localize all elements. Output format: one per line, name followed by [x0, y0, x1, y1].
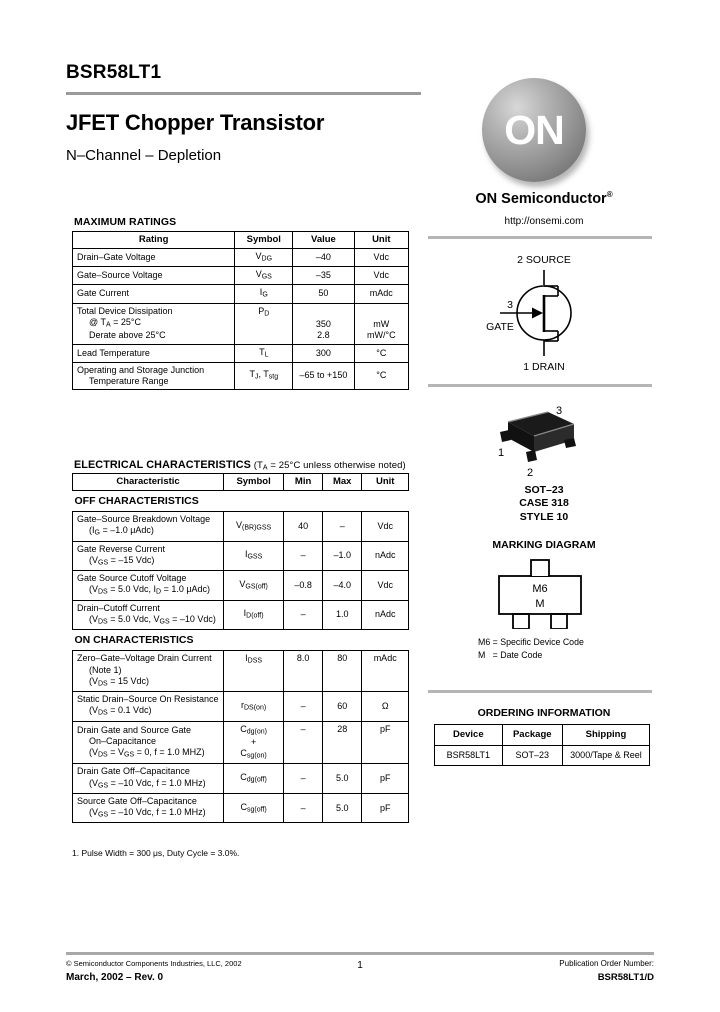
footer-divider — [66, 952, 654, 955]
value-max: 60 — [323, 692, 362, 722]
rating-symbol — [235, 362, 293, 390]
symbol-subscript: L — [264, 351, 269, 359]
char-condition: ($V_{DS} = 5.0$ Vdc, $I_D = 1.0$ μAdc) — [89, 584, 211, 596]
page-number: 1 — [357, 960, 363, 971]
characteristic-symbol: $I_{DSS}$ — [224, 651, 284, 692]
char-line-1: Gate Reverse Current — [77, 543, 166, 554]
value-unit: nAdc — [362, 541, 409, 571]
drain-pin-label: 1 DRAIN — [523, 361, 565, 373]
value-min: – — [284, 793, 323, 823]
rating-line-1: Operating and Storage Junction — [77, 364, 205, 375]
characteristic-label — [73, 721, 224, 764]
gate-pin-number: 3 — [507, 299, 513, 311]
table-row — [73, 571, 409, 601]
rating-unit: °C — [354, 362, 408, 390]
table-row — [435, 745, 650, 765]
rating-unit: Vdc — [354, 248, 408, 266]
rating-line-3: Derate above 25°C — [89, 330, 166, 341]
publication-label: Publication Order Number: — [559, 959, 654, 968]
electrical-footnote: 1. Pulse Width = 300 μs, Duty Cycle = 3.0%. — [72, 848, 240, 858]
package-name: SOT–23 — [524, 484, 564, 496]
char-condition: ($V_{DS} = V_{GS} = 0$, f = 1.0 MHZ) — [89, 747, 205, 759]
characteristic-symbol: $V_{GS(off)}$ — [224, 571, 284, 601]
value-min: – — [284, 721, 323, 764]
characteristic-symbol: $V_{(BR)GSS}$ — [224, 512, 284, 542]
electrical-heading-condition: ($T_A = 25^\circ C$ unless otherwise noted) — [250, 460, 406, 472]
table-header-row — [73, 474, 409, 491]
char-condition: ($V_{DS} = 5.0$ Vdc, $V_{GS} = -10$ Vdc) — [89, 613, 216, 626]
table-header-row — [435, 725, 650, 746]
rating-value — [293, 303, 354, 344]
characteristic-label — [73, 651, 224, 692]
value-max: 1.0 — [323, 600, 362, 630]
group-heading-row — [73, 630, 409, 651]
group-label-off: OFF CHARACTERISTICS — [74, 494, 199, 507]
table-row — [73, 512, 409, 542]
brand-url[interactable]: http://onsemi.com — [504, 216, 584, 227]
package-style: STYLE 10 — [519, 510, 569, 523]
col-shipping: Shipping — [562, 725, 649, 746]
characteristic-symbol: $C_{sg(off)}$ — [224, 793, 284, 823]
symbol-base: T — [249, 369, 255, 380]
table-row — [73, 793, 409, 823]
char-line-1: Static Drain–Source On Resistance — [77, 694, 219, 705]
rating-label: Drain–Gate Voltage — [73, 248, 235, 266]
table-row — [73, 764, 409, 794]
rating-label: Gate–Source Voltage — [73, 267, 235, 285]
table-row — [73, 721, 409, 764]
symbol-base-2: , T — [258, 369, 269, 380]
value-unit: Vdc — [362, 512, 409, 542]
table-row — [73, 303, 409, 344]
package-designation — [424, 484, 664, 524]
group-heading-row — [73, 490, 409, 511]
symbol-base: V — [255, 250, 262, 261]
order-device: BSR58LT1 — [435, 745, 503, 765]
rating-unit: mAdc — [354, 285, 408, 303]
char-condition: ($I_G = -1.0$ μAdc) — [89, 525, 154, 537]
ordering-information-table — [434, 724, 650, 766]
jfet-symbol-diagram — [466, 250, 622, 376]
rating-line-1: Total Device Dissipation — [77, 305, 173, 316]
value-max: 5.0 — [323, 764, 362, 794]
value-max: 28 — [323, 721, 362, 764]
marking-line-2: M — [535, 598, 545, 610]
col-unit: Unit — [362, 474, 409, 491]
char-condition: ($V_{DS} = 15$ Vdc) — [89, 675, 150, 688]
char-condition: ($V_{GS} = -10$ Vdc, f = 1.0 MHz) — [89, 807, 206, 819]
characteristic-label — [73, 764, 224, 794]
max-ratings-table — [72, 231, 409, 390]
value-unit: pF — [362, 721, 409, 764]
char-note: (Note 1) — [89, 664, 122, 675]
rating-unit: °C — [354, 344, 408, 362]
char-condition: ($V_{GS} = -10$ Vdc, f = 1.0 MHz) — [89, 777, 206, 790]
col-max: Max — [323, 474, 362, 491]
characteristic-label — [73, 512, 224, 542]
char-line-2: On–Capacitance — [89, 735, 157, 746]
char-line-1: Drain Gate and Source Gate — [77, 724, 192, 735]
characteristic-symbol: $I_{D(off)}$ — [224, 600, 284, 630]
package-pin-1: 1 — [498, 447, 505, 459]
revision-text: March, 2002 – Rev. 0 — [66, 972, 164, 984]
col-rating: Rating — [73, 232, 235, 249]
col-value: Value — [293, 232, 354, 249]
brand-name — [424, 190, 664, 207]
brand-name-text: ON Semiconductor — [475, 190, 607, 207]
marking-legend — [478, 636, 584, 662]
electrical-characteristics-table — [72, 473, 409, 823]
marking-line-1: M6 — [532, 583, 548, 595]
rating-line-2: @ $T_A = 25^\circ C$ — [89, 316, 142, 329]
table-row — [73, 362, 409, 390]
rating-label: Lead Temperature — [73, 344, 235, 362]
value-unit: nAdc — [362, 600, 409, 630]
page-part-number: BSR58LT1 — [66, 62, 162, 83]
characteristic-symbol: $C_{dg(off)}$ — [224, 764, 284, 794]
rating-symbol — [235, 267, 293, 285]
group-label-on: ON CHARACTERISTICS — [74, 634, 194, 647]
value-min: – — [284, 764, 323, 794]
col-characteristic: Characteristic — [73, 474, 224, 491]
value-unit: pF — [362, 793, 409, 823]
copyright-text: © Semiconductor Components Industries, LLC, 2002 — [66, 959, 242, 968]
char-line-1: Zero–Gate–Voltage Drain Current — [77, 653, 212, 664]
table-row — [73, 344, 409, 362]
source-pin-label: 2 SOURCE — [517, 254, 571, 266]
char-line-1: Gate Source Cutoff Voltage — [77, 573, 187, 584]
col-symbol: Symbol — [235, 232, 293, 249]
char-condition: ($V_{DS} = 0.1$ Vdc) — [89, 705, 152, 717]
header-divider — [66, 92, 421, 95]
unit-line-2: mW/°C — [367, 330, 396, 341]
value-unit: mAdc — [362, 651, 409, 692]
sot23-package-drawing — [486, 400, 582, 480]
package-pin-3: 3 — [556, 405, 563, 417]
rating-unit — [354, 303, 408, 344]
col-symbol: Symbol — [224, 474, 284, 491]
symbol-base: V — [255, 269, 262, 280]
rating-line-2: Temperature Range — [89, 376, 169, 387]
max-ratings-heading: MAXIMUM RATINGS — [74, 216, 177, 228]
value-max: 5.0 — [323, 793, 362, 823]
value-max: – — [323, 512, 362, 542]
table-row — [73, 651, 409, 692]
characteristic-label — [73, 692, 224, 722]
symbol-base: P — [258, 305, 265, 316]
logo-text: ON — [504, 106, 564, 153]
symbol-subscript-2: stg — [268, 373, 279, 381]
value-min: 8.0 — [284, 651, 323, 692]
table-row — [73, 600, 409, 630]
characteristic-label — [73, 541, 224, 571]
char-condition: ($V_{GS} = -15$ Vdc) — [89, 554, 155, 567]
order-shipping: 3000/Tape & Reel — [562, 745, 649, 765]
package-case: CASE 318 — [519, 497, 569, 510]
value-unit: Vdc — [362, 571, 409, 601]
logo-sphere-icon — [482, 78, 586, 182]
characteristic-label — [73, 793, 224, 823]
col-unit: Unit — [354, 232, 408, 249]
value-max: 80 — [323, 651, 362, 692]
value-min: 40 — [284, 512, 323, 542]
symbol-subscript: J — [254, 373, 259, 381]
symbol-base: I — [259, 287, 263, 298]
characteristic-symbol: $I_{GSS}$ — [224, 541, 284, 571]
table-row — [73, 541, 409, 571]
col-device: Device — [435, 725, 503, 746]
char-line-1: Source Gate Off–Capacitance — [77, 795, 197, 806]
section-divider-1 — [428, 236, 652, 239]
characteristic-label — [73, 600, 224, 630]
rating-value: 300 — [293, 344, 354, 362]
characteristic-label — [73, 571, 224, 601]
value-max: –1.0 — [323, 541, 362, 571]
rating-label — [73, 362, 235, 390]
char-line-1: Gate–Source Breakdown Voltage — [77, 514, 211, 524]
rating-value: –65 to +150 — [293, 362, 354, 390]
gate-pin-label: GATE — [486, 321, 514, 333]
publication-number: BSR58LT1/D — [597, 972, 654, 983]
rating-label: Gate Current — [73, 285, 235, 303]
symbol-subscript: DG — [261, 255, 273, 263]
ordering-information-heading: ORDERING INFORMATION — [477, 707, 611, 719]
table-row — [73, 692, 409, 722]
symbol-subscript: D — [264, 310, 270, 318]
value-min: – — [284, 692, 323, 722]
value-unit: Ω — [362, 692, 409, 722]
rating-value: –35 — [293, 267, 354, 285]
registered-mark: ® — [606, 190, 613, 199]
rating-value: 50 — [293, 285, 354, 303]
electrical-heading-text: ELECTRICAL CHARACTERISTICS — [74, 459, 251, 471]
value-unit: pF — [362, 764, 409, 794]
rating-value: –40 — [293, 248, 354, 266]
table-header-row — [73, 232, 409, 249]
table-row — [73, 267, 409, 285]
value-max: –4.0 — [323, 571, 362, 601]
col-package: Package — [502, 725, 562, 746]
symbol-plus: + — [250, 736, 257, 747]
rating-symbol — [235, 344, 293, 362]
order-package: SOT–23 — [502, 745, 562, 765]
symbol-subscript: GS — [261, 273, 272, 281]
unit-line-1: mW — [373, 319, 390, 329]
rating-symbol — [235, 248, 293, 266]
page-title: JFET Chopper Transistor — [66, 110, 325, 135]
characteristic-symbol: $r_{DS(on)}$ — [224, 692, 284, 722]
value-min: –0.8 — [284, 571, 323, 601]
rating-label — [73, 303, 235, 344]
section-divider-3 — [428, 690, 652, 693]
marking-diagram-heading: MARKING DIAGRAM — [492, 539, 596, 551]
rating-symbol — [235, 303, 293, 344]
value-min: – — [284, 600, 323, 630]
value-min: – — [284, 541, 323, 571]
symbol-subscript: G — [262, 291, 268, 299]
section-divider-2 — [428, 384, 652, 387]
page-subtitle: N–Channel – Depletion — [66, 147, 222, 164]
package-pin-2: 2 — [527, 467, 534, 479]
value-line-2: 2.8 — [317, 330, 330, 341]
on-semiconductor-logo — [482, 78, 586, 182]
rating-unit: Vdc — [354, 267, 408, 285]
rating-symbol — [235, 285, 293, 303]
marking-legend-line-1: M6 = Specific Device Code — [478, 637, 584, 647]
marking-legend-line-2: M = Date Code — [478, 649, 543, 660]
table-row — [73, 285, 409, 303]
char-line-1: Drain–Cutoff Current — [77, 602, 160, 613]
col-min: Min — [284, 474, 323, 491]
value-line-1: 350 — [315, 319, 331, 329]
footer-right — [559, 958, 654, 985]
symbol-base: T — [259, 346, 265, 357]
electrical-heading — [74, 459, 406, 472]
marking-diagram-drawing — [487, 558, 593, 632]
table-row — [73, 248, 409, 266]
characteristic-symbol: $C_{dg(on)}$ + $C_{sg(on)}$ — [224, 721, 284, 764]
char-line-1: Drain Gate Off–Capacitance — [77, 766, 190, 777]
